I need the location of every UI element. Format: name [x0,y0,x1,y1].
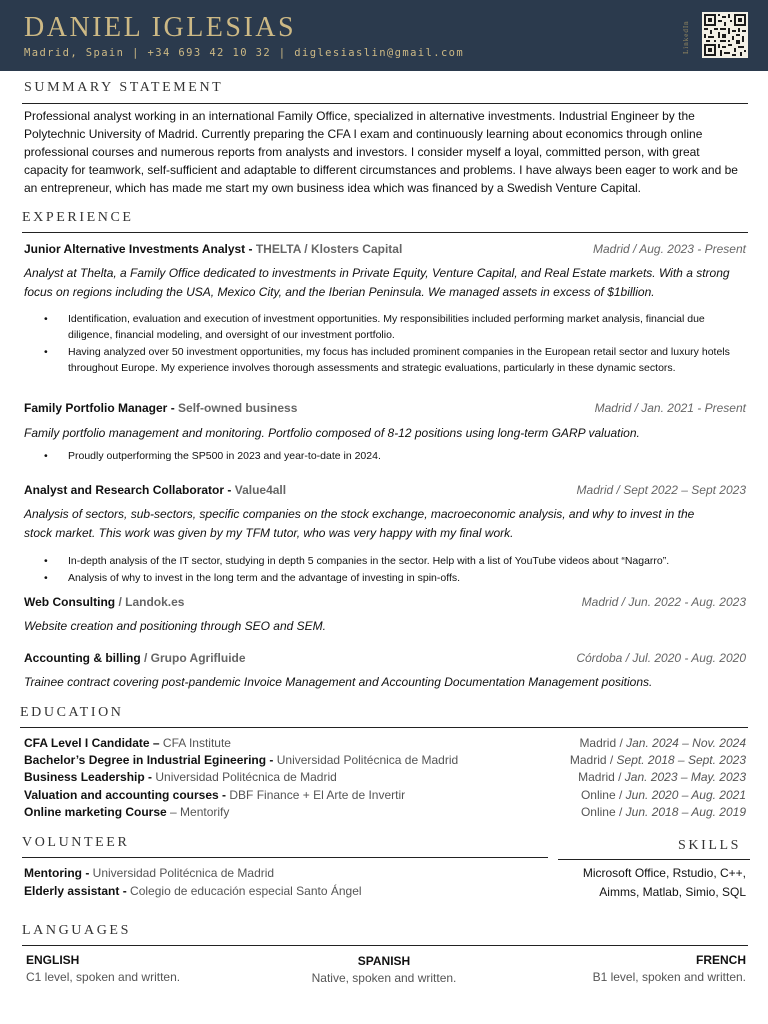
job-description: Family portfolio management and monitoring. Portfolio composed of 8-12 positions using long-term GARP valuation. [24,426,640,440]
languages-divider [22,945,748,946]
language-level: C1 level, spoken and written. [26,970,181,984]
job-organization: / Landok.es [115,595,185,609]
candidate-name: DANIEL IGLESIAS [24,12,297,43]
language-name: ENGLISH [26,953,80,967]
education-date: Online / Jun. 2020 – Aug. 2021 [580,788,746,802]
job-date: Madrid / Jan. 2021 - Present [594,401,746,415]
volunteer-item: Mentoring - Universidad Politécnica de Madrid [24,866,275,880]
skills-divider [558,859,750,860]
job-entry-family-portfolio [24,401,746,419]
job-entry-thelta [24,242,746,260]
education-date: Madrid / Sept. 2018 – Sept. 2023 [569,753,746,767]
list-item: • Having analyzed over 50 investment opportunities, my focus has included prominent companies in the European retail sector and luxury hotels throughout Europe. My experience involves thorough assessments and strategic evaluations, particularly in these dynamic sectors. [44,344,734,376]
list-item: • In-depth analysis of the IT sector, studying in depth 5 companies in the sector. Help with a list of YouTube videos about “Nagarro”. [44,553,734,569]
summary-text: Professional analyst working in an international Family Office, specialized in alternative investments. Industrial Engineer by the Polytechnic University of Madrid. Currently preparing the CFA I exam and continuously learning about economics through online professional courses and numerous reports from analysts and investors. I consider myself a loyal, committed person, with great capacity for teamwork, self-sufficient and adaptable to different circumstances and problems. I have always been eager to work and be an entrepreneur, which has made me start my own business idea which was financed by a Swedish Venture Capital. [24,109,738,195]
qr-code-icon[interactable] [702,12,748,58]
education-item: Online marketing Course – Mentorify [24,805,230,819]
language-spanish [284,954,484,985]
language-french [593,953,746,984]
job-organization: Value4all [234,483,287,497]
language-name: FRENCH [696,953,746,967]
summary-heading: SUMMARY STATEMENT [24,80,224,95]
volunteer-heading: VOLUNTEER [22,835,130,850]
job-title: Junior Alternative Investments Analyst - THELTA / Klosters Capital [24,242,403,256]
summary-divider [22,103,748,104]
education-date: Online / Jun. 2018 – Aug. 2019 [580,805,746,819]
education-item: Bachelor’s Degree in Industrial Egineering - Universidad Politécnica de Madrid [24,753,459,767]
job-description: Trainee contract covering post-pandemic Invoice Management and Accounting Documentation Management positions. [24,675,653,689]
job-date: Madrid / Sept 2022 – Sept 2023 [576,483,746,497]
job-bullet-list [44,311,734,377]
job-date: Córdoba / Jul. 2020 - Aug. 2020 [576,651,746,665]
volunteer-divider [22,857,548,858]
job-title: Web Consulting / Landok.es [24,595,185,609]
education-date: Madrid / Jan. 2024 – Nov. 2024 [579,736,746,750]
job-title: Family Portfolio Manager - Self-owned business [24,401,298,415]
experience-divider [22,232,748,233]
linkedin-label[interactable]: LinkedIn [682,20,690,54]
education-heading: EDUCATION [20,705,124,720]
experience-heading: EXPERIENCE [22,210,134,225]
languages-heading: LANGUAGES [22,923,131,938]
job-title: Accounting & billing / Grupo Agrifluide [24,651,246,665]
education-date: Madrid / Jan. 2023 – May. 2023 [578,770,746,784]
education-item: Valuation and accounting courses - DBF Finance + El Arte de Invertir [24,788,406,802]
skills-heading: SKILLS [678,838,742,853]
education-item: Business Leadership - Universidad Politécnica de Madrid [24,770,337,784]
language-name: SPANISH [357,954,411,968]
education-divider [20,727,748,728]
header-banner [0,0,768,71]
education-item: CFA Level I Candidate – CFA Institute [24,736,231,750]
list-item: • Identification, evaluation and execution of investment opportunities. My responsibilities included performing market analysis, financial due diligence, financial modeling, and oversight of our investment portfolio. [44,311,734,343]
job-date: Madrid / Aug. 2023 - Present [593,242,746,256]
job-description: Analysis of sectors, sub-sectors, specific companies on the stock exchange, macroeconomic analysis, and why to invest in the stock market. This work was given by my TFM tutor, who was very happy with my final work. [24,507,695,540]
job-organization: Self-owned business [178,401,298,415]
job-entry-accounting [24,651,746,669]
job-bullet-list [44,448,734,465]
skills-line: Microsoft Office, Rstudio, C++, [582,866,746,880]
list-item: • Analysis of why to invest in the long term and the advantage of investing in spin-offs. [44,570,734,586]
contact-line: Madrid, Spain | +34 693 42 10 32 | diglesiaslin@gmail.com [24,47,465,59]
job-organization: / Grupo Agrifluide [140,651,246,665]
volunteer-item: Elderly assistant - Colegio de educación especial Santo Ángel [24,884,362,898]
skills-list [506,864,746,902]
job-organization: THELTA / Klosters Capital [255,242,403,256]
job-description: Website creation and positioning through SEO and SEM. [24,619,326,633]
job-date: Madrid / Jun. 2022 - Aug. 2023 [581,595,746,609]
list-item: • Proudly outperforming the SP500 in 2023 and year-to-date in 2024. [44,448,734,464]
language-level: B1 level, spoken and written. [592,970,746,984]
job-bullet-list [44,553,734,587]
skills-line: Aimms, Matlab, Simio, SQL [599,885,746,899]
job-description: Analyst at Thelta, a Family Office dedicated to investments in Private Equity, Venture Capital, and Real Estate markets. With a strong focus on regions including the USA, Mexico City, and the Iberian Peninsula. We managed assets in excess of $1billion. [24,266,730,299]
job-title: Analyst and Research Collaborator - Value4all [24,483,287,497]
language-english [26,953,180,984]
language-level: Native, spoken and written. [311,971,457,985]
job-entry-value4all [24,483,746,501]
job-entry-web-consulting [24,595,746,613]
